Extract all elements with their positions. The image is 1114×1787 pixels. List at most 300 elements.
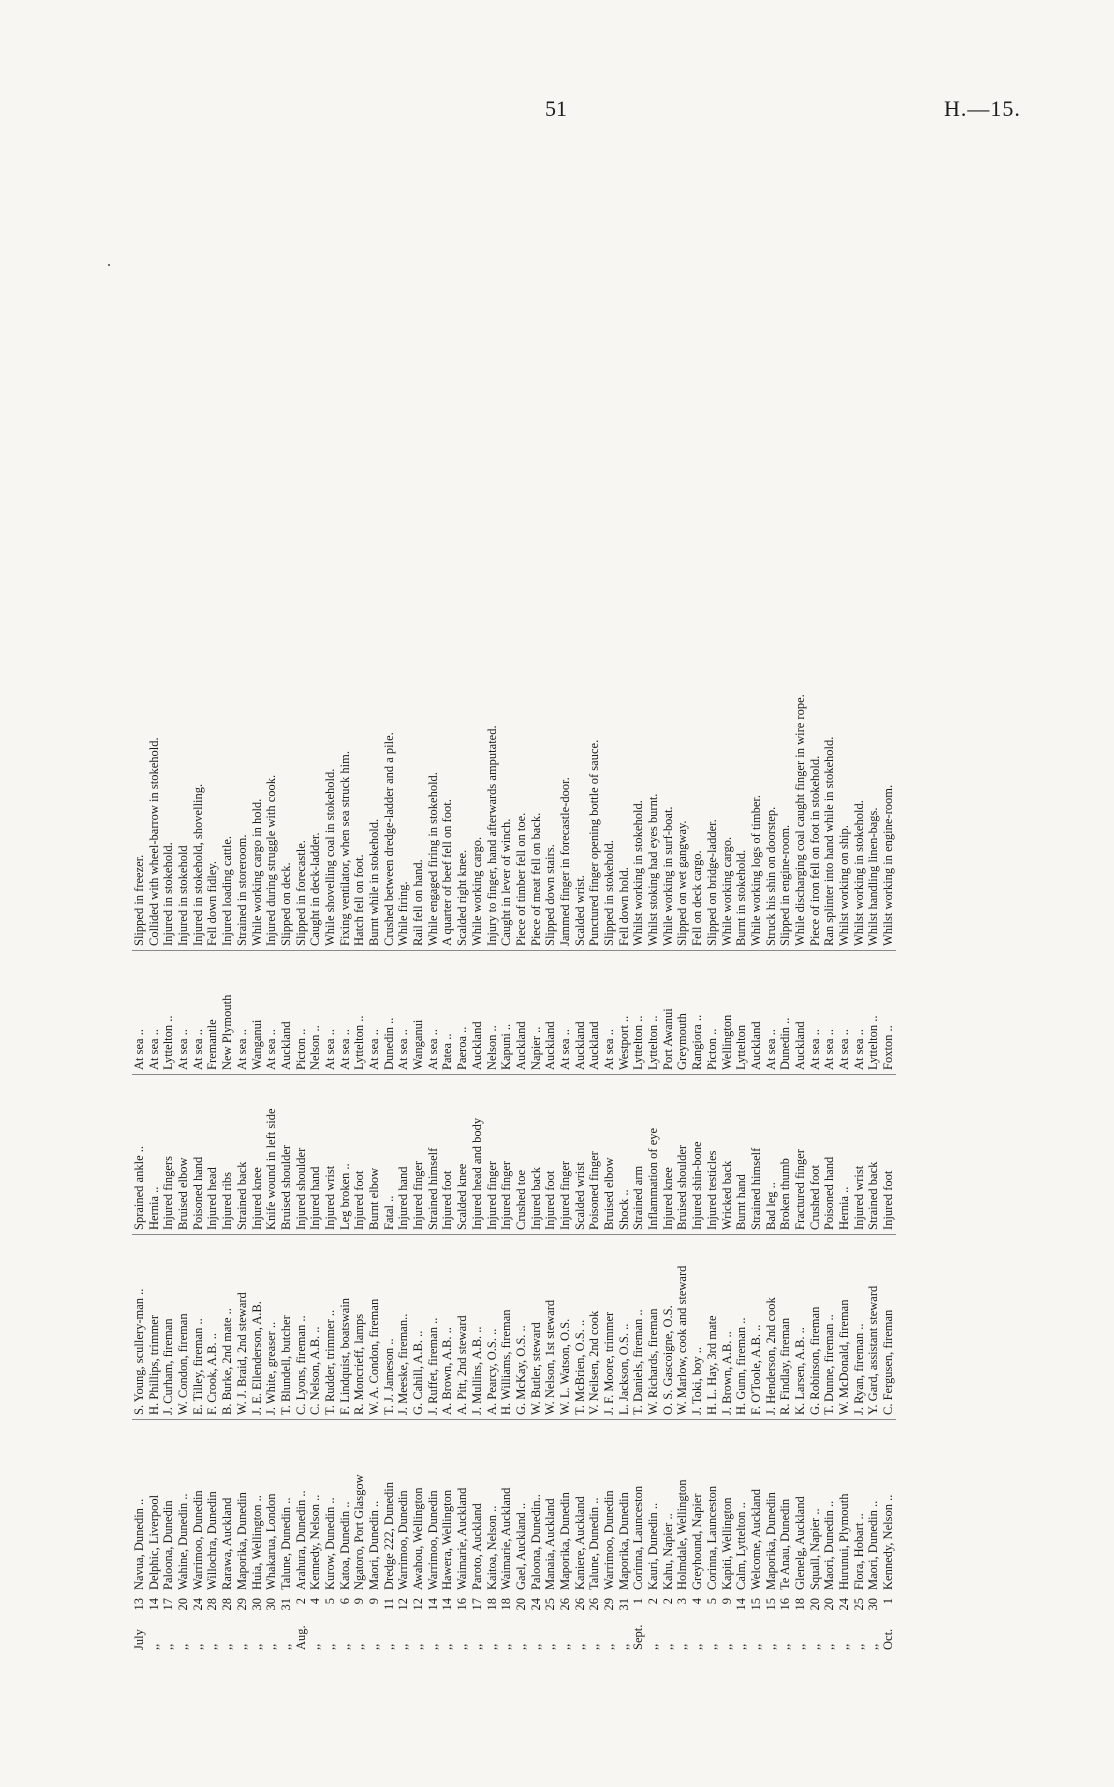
cell-place: Lyttelton .. <box>866 951 881 1075</box>
cell-person: F. Crook, A.B. .. <box>205 1235 220 1420</box>
cell-month: ,, <box>411 1643 426 1650</box>
cell-person: J. Mullins, A.B. .. <box>470 1235 485 1420</box>
cell-person: W. Marlow, cook and steward <box>675 1235 690 1420</box>
table-row <box>793 300 808 1650</box>
cell-ship: Corinna, Launceston <box>631 1485 646 1590</box>
cell-month: ,, <box>513 1643 528 1650</box>
cell-day: 6 <box>337 1598 352 1605</box>
cell-ship: Te Anau, Dunedin <box>778 1498 793 1590</box>
cell-month: ,, <box>557 1643 572 1650</box>
cell-injury: Injured testicles <box>705 1075 720 1235</box>
cell-place: New Plymouth <box>220 951 235 1075</box>
cell-month: ,, <box>866 1643 881 1650</box>
cell-person: J. E. Ellenderson, A.B. <box>250 1235 265 1420</box>
cell-place: Dunedin .. <box>778 951 793 1075</box>
cell-ship: Kurow, Dunedin .. <box>322 1497 337 1590</box>
cell-cause: Whilst stoking had eyes burnt. <box>646 301 661 951</box>
table-row <box>485 300 500 1650</box>
cell-injury: Shock .. <box>617 1075 632 1235</box>
cell-place: At sea .. <box>852 951 867 1075</box>
cell-person: B. Burke, 2nd mate .. <box>220 1235 235 1420</box>
table-row <box>690 300 705 1650</box>
cell-day: 4 <box>690 1598 705 1605</box>
cell-cause: Jammed finger in forecastle-door. <box>558 301 573 951</box>
cell-place: At sea .. <box>764 951 779 1075</box>
table-row <box>264 300 279 1650</box>
cell-ship: Maori, Dunedin .. <box>367 1500 381 1590</box>
table-row <box>822 300 837 1650</box>
cell-day: 28 <box>205 1598 220 1611</box>
table-row <box>470 300 485 1650</box>
cell-person: Y. Gard, assistant steward <box>866 1235 881 1420</box>
cell-person: C. Lyons, fireman .. <box>294 1235 309 1420</box>
cell-injury: Poisoned hand <box>191 1075 206 1235</box>
cell-place: Fremantle <box>205 951 220 1075</box>
cell-month: ,, <box>381 1643 396 1650</box>
cell-cause: Piece of timber fell on toe. <box>514 301 529 951</box>
cell-ship: Hawera, Wellington <box>440 1489 455 1590</box>
cell-day: 2 <box>293 1598 308 1605</box>
cell-ship: Navua, Dunedin .. <box>132 1498 146 1590</box>
table-row <box>426 300 441 1650</box>
cell-injury: Strained himself <box>749 1075 764 1235</box>
table-row <box>191 300 206 1650</box>
cell-ship: Warrimoo, Dunedin <box>190 1490 205 1590</box>
cell-injury: Strained arm <box>631 1075 646 1235</box>
cell-place: Auckland <box>793 951 808 1075</box>
cell-ship: Warrimoo, Dunedin <box>396 1490 411 1590</box>
cell-cause: Scalded right knee. <box>455 301 470 951</box>
cell-day: 5 <box>322 1598 337 1605</box>
cell-injury: Injured hand <box>396 1075 411 1235</box>
cell-person: C. Fergusen, fireman <box>881 1235 896 1420</box>
cell-place: Kapuni .. <box>499 951 514 1075</box>
cell-person: J. Meeske, fireman.. <box>396 1235 411 1420</box>
cell-cause: Fell on deck cargo. <box>690 301 705 951</box>
table-row <box>455 300 470 1650</box>
cell-day: 16 <box>455 1598 470 1611</box>
cell-ship: Wahine, Dunedin .. <box>176 1493 191 1590</box>
cell-day: 31 <box>616 1598 631 1611</box>
cell-cause: Whilst working in stokehold. <box>631 301 646 951</box>
cell-ship: Maporika, Dunedin <box>234 1492 249 1590</box>
cell-day: 1 <box>881 1598 896 1605</box>
cell-place: At sea .. <box>132 951 147 1075</box>
cell-cause: Rail fell on hand. <box>411 301 426 951</box>
cell-month: ,, <box>543 1643 558 1650</box>
table-row <box>558 300 573 1650</box>
cell-injury: Injured hand <box>308 1075 323 1235</box>
cell-place: At sea .. <box>396 951 411 1075</box>
cell-day: 9 <box>352 1598 367 1605</box>
table-row <box>440 300 455 1650</box>
cell-person: J. Ruffet, fireman .. <box>426 1235 441 1420</box>
cell-month: ,, <box>337 1643 352 1650</box>
cell-cause: Fell down fidley. <box>205 301 220 951</box>
cell-place: Lyttelton .. <box>631 951 646 1075</box>
cell-ship: Awahou, Wellington <box>411 1487 426 1590</box>
cell-day: 14 <box>425 1598 440 1611</box>
cell-person: C. Nelson, A.B. .. <box>308 1235 323 1420</box>
cell-month: ,, <box>851 1643 866 1650</box>
cell-person: W. L. Watson, O.S. <box>558 1235 573 1420</box>
cell-place: At sea .. <box>558 951 573 1075</box>
cell-cause: Piece of meat fell on back. <box>529 301 544 951</box>
cell-day: 20 <box>513 1598 528 1611</box>
table-row <box>205 300 220 1650</box>
cell-injury: Injured shin-bone <box>690 1075 705 1235</box>
cell-injury: Hernia .. <box>837 1075 852 1235</box>
cell-injury: Injured finger <box>411 1075 426 1235</box>
cell-cause: Whilst handling linen-bags. <box>866 301 881 951</box>
cell-place: Auckland <box>470 951 485 1075</box>
cell-injury: Fatal .. <box>382 1075 397 1235</box>
cell-person: H. Williams, fireman <box>499 1235 514 1420</box>
cell-person: L. Jackson, O.S. .. <box>617 1235 632 1420</box>
cell-person: E. Tilley, fireman .. <box>191 1235 206 1420</box>
cell-ship: Maporika, Dunedin <box>616 1492 631 1590</box>
table-row <box>352 300 367 1650</box>
cell-day: 4 <box>308 1598 323 1605</box>
cell-injury: Sprained ankle .. <box>132 1075 147 1235</box>
cell-cause: While discharging coal caught finger in wire rope. <box>793 301 808 951</box>
cell-ship: Talune, Dunedin .. <box>278 1497 293 1590</box>
cell-day: 1 <box>631 1598 646 1605</box>
cell-month: ,, <box>616 1643 631 1650</box>
table-row <box>396 300 411 1650</box>
cell-injury: Crushed foot <box>808 1075 823 1235</box>
cell-month: ,, <box>322 1643 337 1650</box>
cell-day: 17 <box>469 1598 484 1611</box>
cell-day: 12 <box>396 1598 411 1611</box>
cell-cause: While engaged firing in stokehold. <box>426 301 441 951</box>
cell-person: W. Condon, fireman <box>176 1235 191 1420</box>
cell-person: T. Blundell, butcher <box>279 1235 294 1420</box>
cell-day: 9 <box>719 1598 734 1605</box>
cell-month: ,, <box>205 1643 220 1650</box>
cell-day: 18 <box>499 1598 514 1611</box>
cell-day: 29 <box>602 1598 616 1611</box>
cell-ship: Squall, Napier .. <box>807 1508 822 1590</box>
cell-month: ,, <box>278 1643 293 1650</box>
cell-place: Lyttelton .. <box>161 951 176 1075</box>
cell-month: ,, <box>249 1643 264 1650</box>
cell-injury: Injured knee <box>661 1075 676 1235</box>
cell-injury: Crushed toe <box>514 1075 529 1235</box>
cell-month: July <box>132 1629 146 1650</box>
cell-month: ,, <box>704 1643 719 1650</box>
cell-day: 24 <box>528 1598 543 1611</box>
cell-cause: Burnt in stokehold. <box>734 301 749 951</box>
cell-day: 30 <box>866 1598 881 1611</box>
cell-ship: Kahu, Napier .. <box>660 1513 675 1590</box>
cell-day: 18 <box>484 1598 499 1611</box>
cell-month: ,, <box>308 1643 323 1650</box>
cell-day: 28 <box>220 1598 235 1611</box>
cell-injury: Injured knee <box>250 1075 265 1235</box>
cell-cause: Injured during struggle with cook. <box>264 301 279 951</box>
cell-month: ,, <box>176 1643 191 1650</box>
cell-place: At sea .. <box>264 951 279 1075</box>
cell-person: O. S. Gascoigne, O.S. <box>661 1235 676 1420</box>
cell-place: Picton .. <box>705 951 720 1075</box>
cell-month: ,, <box>807 1643 822 1650</box>
cell-injury: Injured fingers <box>161 1075 176 1235</box>
cell-ship: Maporika, Dunedin <box>763 1492 778 1590</box>
cell-person: R. Findlay, fireman <box>778 1235 793 1420</box>
cell-day: 9 <box>367 1598 381 1605</box>
cell-cause: While shovelling coal in stokehold. <box>323 301 338 951</box>
cell-month: Aug. <box>293 1625 308 1650</box>
cell-ship: Kapiti, Wellington <box>719 1497 734 1590</box>
cell-place: Patea .. <box>440 951 455 1075</box>
cell-cause: While working cargo in hold. <box>250 301 265 951</box>
cell-ship: Hurunui, Plymouth <box>837 1493 851 1590</box>
cell-cause: Struck his shin on doorstep. <box>764 301 779 951</box>
cell-injury: Injured ribs <box>220 1075 235 1235</box>
cell-person: J. Brown, A.B. .. <box>720 1235 735 1420</box>
cell-day: 26 <box>587 1598 602 1611</box>
cell-place: Paeroa .. <box>455 951 470 1075</box>
cell-place: Port Awanui <box>661 951 676 1075</box>
table-row <box>778 300 793 1650</box>
cell-ship: Kaniere, Auckland <box>572 1496 587 1590</box>
cell-injury: Injured wrist <box>323 1075 338 1235</box>
table-row <box>529 300 544 1650</box>
cell-cause: Hatch fell on foot. <box>352 301 367 951</box>
table-row <box>573 300 588 1650</box>
cell-cause: Slipped on deck. <box>279 301 294 951</box>
cell-month: ,, <box>646 1643 661 1650</box>
cell-ship: Maori, Dunedin .. <box>866 1500 881 1590</box>
cell-person: W. Richards, fireman <box>646 1235 661 1420</box>
cell-injury: Burnt hand <box>734 1075 749 1235</box>
cell-ship: Calm, Lyttelton .. <box>734 1502 749 1590</box>
cell-place: Auckland <box>514 951 529 1075</box>
cell-ship: Kennedy, Nelson .. <box>308 1494 323 1590</box>
cell-day: 14 <box>146 1598 161 1611</box>
cell-day: 30 <box>249 1598 264 1611</box>
cell-ship: Dredge 222, Dunedin <box>381 1482 396 1590</box>
cell-month: ,, <box>748 1643 763 1650</box>
cell-ship: Glenelg, Auckland <box>792 1496 807 1590</box>
cell-cause: Slipped on bridge-ladder. <box>705 301 720 951</box>
cell-ship: Katoa, Dunedin .. <box>337 1501 352 1590</box>
cell-person: V. Neilsen, 2nd cook <box>587 1235 602 1420</box>
cell-cause: Fell down hold. <box>617 301 632 951</box>
table-row <box>176 300 191 1650</box>
cell-month: ,, <box>499 1643 514 1650</box>
cell-person: T. Daniels, fireman .. <box>631 1235 646 1420</box>
cell-cause: Slipped in stokehold. <box>602 301 617 951</box>
cell-cause: Crushed between dredge-ladder and a pile. <box>382 301 397 951</box>
table-row <box>881 300 896 1650</box>
cell-cause: Slipped in freezer. <box>132 301 147 951</box>
cell-place: Wellington <box>720 951 735 1075</box>
cell-month: ,, <box>572 1643 587 1650</box>
cell-month: ,, <box>792 1643 807 1650</box>
cell-day: 14 <box>734 1598 749 1611</box>
cell-day: 25 <box>851 1598 866 1611</box>
table-row <box>587 300 602 1650</box>
cell-place: At sea .. <box>808 951 823 1075</box>
cell-injury: Strained back <box>235 1075 250 1235</box>
table-row <box>220 300 235 1650</box>
cell-ship: Ngatoro, Port Glasgow <box>352 1474 367 1590</box>
cell-month: ,, <box>440 1643 455 1650</box>
cell-injury: Strained back <box>866 1075 881 1235</box>
casualty-table <box>132 300 1002 1650</box>
cell-injury: Bad leg .. <box>764 1075 779 1235</box>
cell-month: ,, <box>763 1643 778 1650</box>
table-row <box>235 300 250 1650</box>
cell-cause: Injury to finger, hand afterwards amputated. <box>485 301 500 951</box>
cell-injury: Inflammation of eye <box>646 1075 661 1235</box>
cell-ship: Paloona, Dunedin <box>161 1500 176 1590</box>
cell-injury: Bruised shoulder <box>675 1075 690 1235</box>
table-row <box>514 300 529 1650</box>
cell-day: 26 <box>557 1598 572 1611</box>
cell-day: 31 <box>278 1598 293 1611</box>
cell-person: W. Butler, steward <box>529 1235 544 1420</box>
cell-ship: Gael, Auckland .. <box>513 1502 528 1590</box>
cell-ship: Delphic, Liverpool <box>146 1494 161 1590</box>
cell-person: R. Moncrieff, lamps <box>352 1235 367 1420</box>
cell-cause: Injured in stokehold. <box>161 301 176 951</box>
table-row <box>367 300 382 1650</box>
cell-person: F. O'Toole, A.B. .. <box>749 1235 764 1420</box>
cell-place: Nelson .. <box>308 951 323 1075</box>
cell-injury: Strained himself <box>426 1075 441 1235</box>
cell-injury: Injured foot <box>440 1075 455 1235</box>
table-row <box>675 300 690 1650</box>
table-row <box>661 300 676 1650</box>
cell-month: ,, <box>484 1643 499 1650</box>
table-row <box>734 300 749 1650</box>
cell-place: At sea .. <box>367 951 382 1075</box>
cell-cause: Slipped in engine-room. <box>778 301 793 951</box>
table-row <box>250 300 265 1650</box>
cell-month: ,, <box>660 1643 675 1650</box>
cell-ship: Kauri, Dunedin .. <box>646 1502 661 1590</box>
cell-place: Wanganui <box>250 951 265 1075</box>
cell-ship: Waimarie, Auckland <box>499 1487 514 1590</box>
cell-ship: Kaitoa, Nelson .. <box>484 1505 499 1590</box>
cell-person: J. Henderson, 2nd cook <box>764 1235 779 1420</box>
cell-injury: Injured finger <box>499 1075 514 1235</box>
cell-cause: Collided with wheel-barrow in stokehold. <box>147 301 162 951</box>
cell-person: G. McKay, O.S. .. <box>514 1235 529 1420</box>
cell-cause: Caught in deck-ladder. <box>308 301 323 951</box>
cell-ship: Flora, Hobart .. <box>851 1513 866 1590</box>
cell-place: Foxton .. <box>881 951 896 1075</box>
cell-person: J. Curham, fireman <box>161 1235 176 1420</box>
cell-cause: While firing. <box>396 301 411 951</box>
cell-place: Napier .. <box>529 951 544 1075</box>
table-row <box>499 300 514 1650</box>
cell-cause: Punctured finger opening bottle of sauce. <box>587 301 602 951</box>
cell-person: S. Young, scullery-man .. <box>132 1235 147 1420</box>
cell-cause: Slipped down stairs. <box>543 301 558 951</box>
cell-injury: Knife wound in left side <box>264 1075 279 1235</box>
table-row <box>705 300 720 1650</box>
cell-person: J. F. Moore, trimmer <box>602 1235 617 1420</box>
cell-person: T. Rudder, trimmer .. <box>323 1235 338 1420</box>
cell-person: A. Pearcy, O.S. .. <box>485 1235 500 1420</box>
page-number: 51 <box>545 96 567 121</box>
cell-day: 2 <box>660 1598 675 1605</box>
cell-cause: While working cargo. <box>470 301 485 951</box>
cell-place: At sea .. <box>323 951 338 1075</box>
cell-ship: Welcome, Auckland <box>748 1488 763 1590</box>
cell-month: ,, <box>719 1643 734 1650</box>
cell-day: 2 <box>646 1598 661 1605</box>
cell-month: ,, <box>602 1643 616 1650</box>
cell-day: 3 <box>675 1598 690 1605</box>
cell-place: At sea .. <box>602 951 617 1075</box>
cell-day: 24 <box>190 1598 205 1611</box>
cell-ship: Waimarie, Auckland <box>455 1487 470 1590</box>
table-row <box>338 300 353 1650</box>
cell-ship: Paloona, Dunedin.. <box>528 1494 543 1590</box>
cell-person: J. Toki, boy .. <box>690 1235 705 1420</box>
cell-cause: Injured in stokehold, shovelling. <box>191 301 206 951</box>
cell-month: ,, <box>425 1643 440 1650</box>
cell-place: At sea .. <box>338 951 353 1075</box>
cell-day: 30 <box>264 1598 279 1611</box>
cell-injury: Injured foot <box>543 1075 558 1235</box>
cell-person: G. Cahill, A.B. .. <box>411 1235 426 1420</box>
cell-cause: Piece of iron fell on foot in stokehold. <box>808 301 823 951</box>
cell-person: W. A. Condon, fireman <box>367 1235 382 1420</box>
cell-cause: Whilst working on ship. <box>837 301 852 951</box>
table-row <box>749 300 764 1650</box>
cell-injury: Leg broken .. <box>338 1075 353 1235</box>
cell-ship: Talune, Dunedin .. <box>587 1497 602 1590</box>
cell-person: W. Nelson, 1st steward <box>543 1235 558 1420</box>
cell-person: J. Ryan, fireman .. <box>852 1235 867 1420</box>
table-row <box>602 300 617 1650</box>
table-row <box>866 300 881 1650</box>
cell-place: Auckland <box>573 951 588 1075</box>
cell-person: W. McDonald, fireman <box>837 1235 852 1420</box>
cell-day: 26 <box>572 1598 587 1611</box>
cell-injury: Scalded knee <box>455 1075 470 1235</box>
cell-person: A. Brown, A.B. .. <box>440 1235 455 1420</box>
cell-cause: Slipped in forecastle. <box>294 301 309 951</box>
cell-ship: Manaia, Auckland <box>543 1498 558 1590</box>
cell-person: T. J. Jameson .. <box>382 1235 397 1420</box>
cell-cause: Slipped on wet gangway. <box>675 301 690 951</box>
cell-ship: Huia, Wellington .. <box>249 1495 264 1590</box>
cell-cause: Whilst working in engine-room. <box>881 301 896 951</box>
cell-month: ,, <box>190 1643 205 1650</box>
cell-month: ,, <box>220 1643 235 1650</box>
cell-injury: Poisoned hand <box>822 1075 837 1235</box>
cell-month: ,, <box>528 1643 543 1650</box>
cell-place: At sea .. <box>147 951 162 1075</box>
cell-month: ,, <box>675 1643 690 1650</box>
cell-day: 12 <box>411 1598 426 1611</box>
table-row <box>720 300 735 1650</box>
cell-day: 14 <box>440 1598 455 1611</box>
cell-ship: Whakarua, London <box>264 1493 279 1590</box>
cell-person: H. Gunn, fireman .. <box>734 1235 749 1420</box>
table-row <box>279 300 294 1650</box>
cell-injury: Poisoned finger <box>587 1075 602 1235</box>
table-row <box>852 300 867 1650</box>
cell-injury: Bruised shoulder <box>279 1075 294 1235</box>
